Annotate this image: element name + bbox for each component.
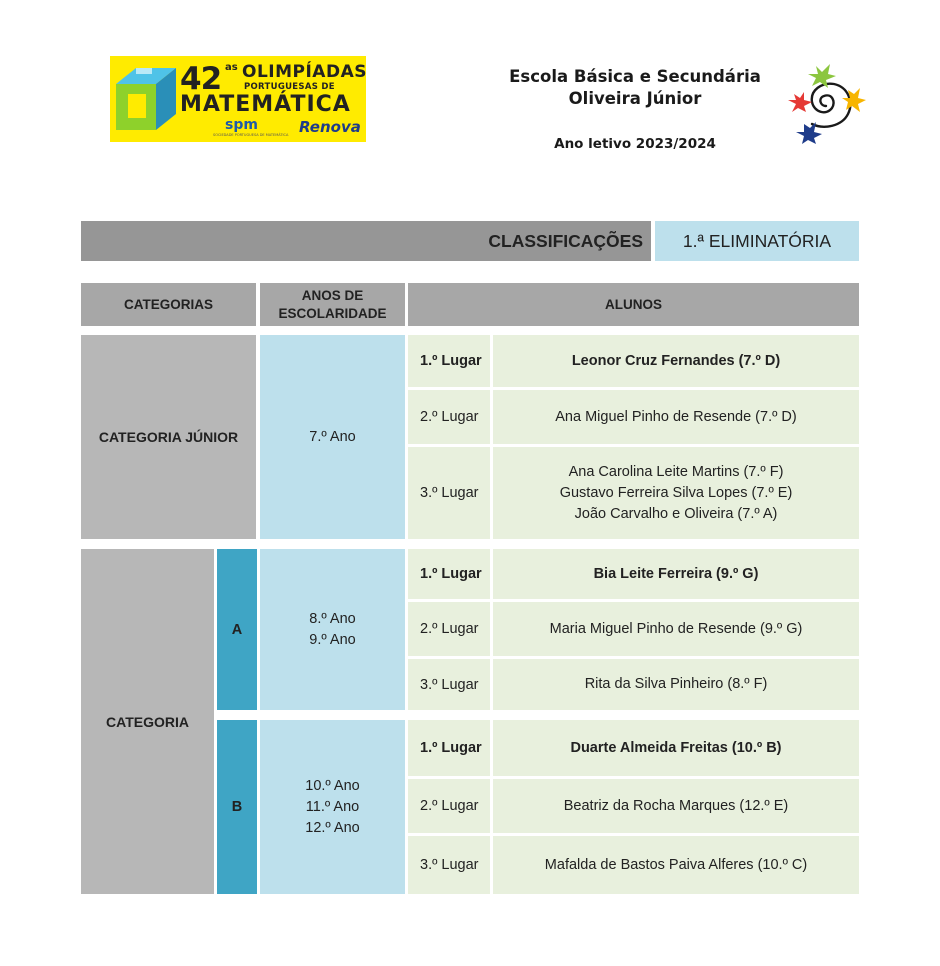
student-name: Ana Miguel Pinho de Resende (7.º D) bbox=[555, 408, 797, 425]
spm-subtitle: SOCIEDADE PORTUGUESA DE MATEMÁTICA bbox=[213, 133, 289, 137]
olympiad-logo bbox=[110, 56, 366, 142]
column-header-anos-line2: ESCOLARIDADE bbox=[278, 305, 387, 321]
group-b-year: 10.º Ano bbox=[305, 777, 360, 794]
logo-line1: OLIMPÍADAS bbox=[242, 62, 367, 82]
logo-number: 42 bbox=[180, 61, 222, 97]
student-name: Gustavo Ferreira Silva Lopes (7.º E) bbox=[559, 484, 793, 501]
subcategory-b: B bbox=[217, 720, 257, 894]
group-a-student-3 bbox=[493, 659, 859, 710]
junior-student-3 bbox=[493, 447, 859, 539]
junior-place-2: 2.º Lugar bbox=[408, 390, 490, 444]
group-a-place-3: 3.º Lugar bbox=[408, 659, 490, 710]
group-b-year: 12.º Ano bbox=[305, 819, 360, 836]
group-b-student-3 bbox=[493, 836, 859, 894]
group-a-place-2: 2.º Lugar bbox=[408, 602, 490, 656]
group-a-year: 9.º Ano bbox=[309, 631, 356, 648]
logo-suffix: as bbox=[225, 62, 238, 73]
junior-place-3: 3.º Lugar bbox=[408, 447, 490, 539]
student-name: Leonor Cruz Fernandes (7.º D) bbox=[571, 352, 781, 369]
cube-icon bbox=[114, 62, 180, 136]
group-a-year: 8.º Ano bbox=[309, 610, 356, 627]
group-a-years bbox=[260, 549, 405, 710]
logo-line3: MATEMÁTICA bbox=[180, 92, 351, 117]
spm-logo: spm bbox=[225, 117, 258, 133]
school-name bbox=[470, 66, 800, 110]
group-b-years bbox=[260, 720, 405, 894]
school-year: Ano letivo 2023/2024 bbox=[554, 136, 716, 152]
junior-student-2 bbox=[493, 390, 859, 444]
group-a-student-2 bbox=[493, 602, 859, 656]
column-header-alunos: ALUNOS bbox=[408, 283, 859, 326]
junior-place-1: 1.º Lugar bbox=[408, 335, 490, 387]
student-name: Duarte Almeida Freitas (10.º B) bbox=[570, 739, 782, 756]
group-a-place-1: 1.º Lugar bbox=[408, 549, 490, 599]
category-junior: CATEGORIA JÚNIOR bbox=[81, 335, 256, 539]
school-leaf-logo-icon bbox=[786, 56, 868, 146]
subcategory-a: A bbox=[217, 549, 257, 710]
group-b-place-2: 2.º Lugar bbox=[408, 779, 490, 833]
junior-years bbox=[260, 335, 405, 539]
group-b-place-1: 1.º Lugar bbox=[408, 720, 490, 776]
page-title: CLASSIFICAÇÕES bbox=[488, 231, 643, 251]
round-label: 1.ª ELIMINATÓRIA bbox=[655, 221, 859, 261]
student-name: Bia Leite Ferreira (9.º G) bbox=[593, 565, 759, 582]
school-name-line2: Oliveira Júnior bbox=[568, 89, 702, 108]
junior-year: 7.º Ano bbox=[309, 428, 356, 445]
junior-student-1 bbox=[493, 335, 859, 387]
student-name: Ana Carolina Leite Martins (7.º F) bbox=[568, 463, 784, 480]
student-name: Rita da Silva Pinheiro (8.º F) bbox=[584, 676, 768, 692]
group-b-place-3: 3.º Lugar bbox=[408, 836, 490, 894]
logo-line2: PORTUGUESAS DE bbox=[244, 82, 335, 92]
student-name: Beatriz da Rocha Marques (12.º E) bbox=[563, 797, 789, 814]
column-header-anos bbox=[260, 283, 405, 326]
group-b-year: 11.º Ano bbox=[305, 798, 360, 815]
renova-logo: Renova bbox=[299, 118, 361, 136]
student-name: João Carvalho e Oliveira (7.º A) bbox=[574, 505, 778, 522]
category-main: CATEGORIA bbox=[81, 549, 214, 894]
student-name: Mafalda de Bastos Paiva Alferes (10.º C) bbox=[544, 856, 808, 873]
school-name-line1: Escola Básica e Secundária bbox=[509, 67, 761, 86]
student-name: Maria Miguel Pinho de Resende (9.º G) bbox=[549, 620, 803, 637]
column-header-anos-line1: ANOS DE bbox=[301, 287, 364, 303]
group-b-student-1 bbox=[493, 720, 859, 776]
group-b-student-2 bbox=[493, 779, 859, 833]
column-header-categorias: CATEGORIAS bbox=[81, 283, 256, 326]
group-a-student-1 bbox=[493, 549, 859, 599]
